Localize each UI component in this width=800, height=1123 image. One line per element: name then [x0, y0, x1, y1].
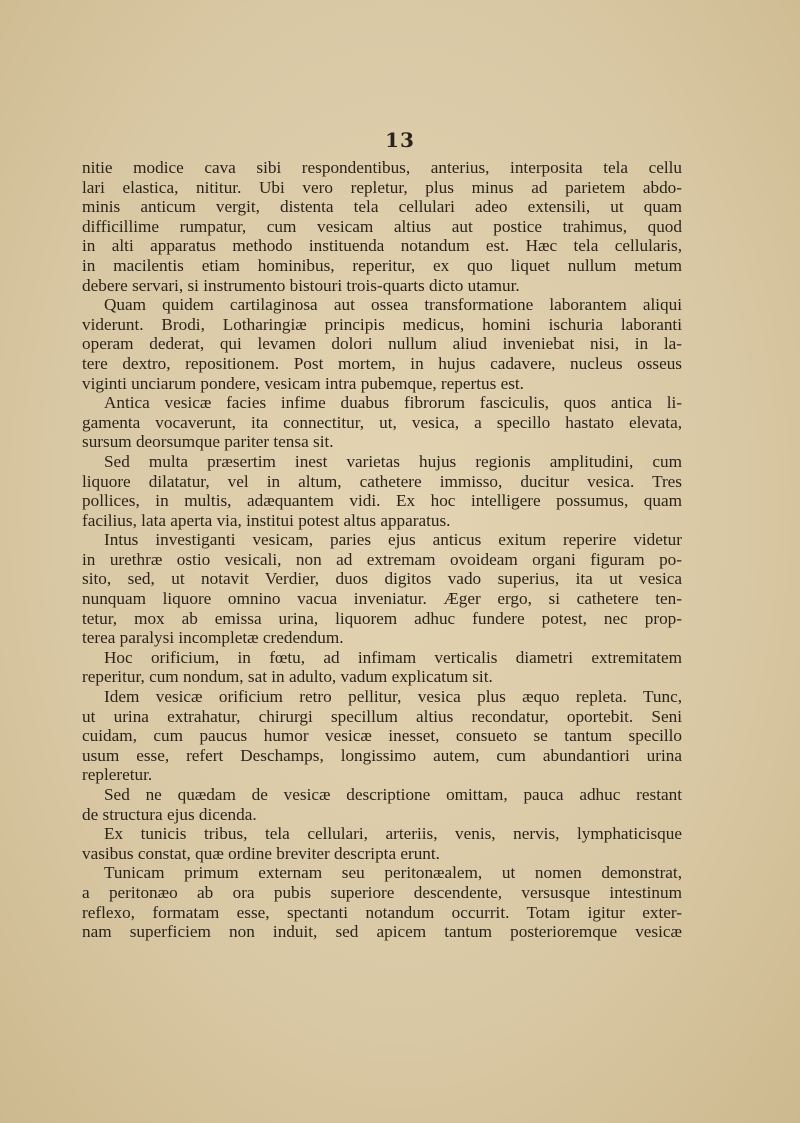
text-line: vasibus constat, quæ ordine breviter descripta erunt.: [82, 843, 440, 863]
text-line: repleretur.: [82, 765, 153, 785]
paragraph: [82, 452, 682, 530]
text-line: operam dederat, qui levamen dolori nullum aliud inveniebat nisi, in la-: [82, 334, 682, 354]
paragraph: [82, 648, 682, 687]
text-line: lari elastica, nititur. Ubi vero repletur, plus minus ad parietem abdo-: [82, 177, 682, 197]
paragraph: [82, 295, 682, 393]
text-line: in macilentis etiam hominibus, reperitur, ex quo liquet nullum metum: [82, 255, 682, 275]
text-line: tetur, mox ab emissa urina, liquorem adhuc fundere potest, nec prop-: [82, 608, 682, 628]
page-number: 13: [385, 128, 415, 152]
text-line: nitie modice cava sibi respondentibus, anterius, interposita tela cellu: [82, 158, 682, 177]
text-line: difficillime rumpatur, cum vesicam altius aut postice trahimus, quod: [82, 216, 682, 236]
paragraph: [82, 393, 682, 452]
text-line: sito, sed, ut notavit Verdier, duos digitos vado superius, ita ut vesica: [82, 569, 682, 589]
text-line: usum esse, refert Deschamps, longissimo autem, cum abundantiori urina: [82, 745, 682, 765]
text-line: Antica vesicæ facies infime duabus fibrorum fasciculis, quos antica li-: [104, 393, 682, 413]
text-line: liquore dilatatur, vel in altum, cathetere immisso, ducitur vesica. Tres: [82, 471, 682, 491]
text-line: facilius, lata aperta via, institui potest altus apparatus.: [82, 510, 451, 530]
body-text: [82, 158, 682, 942]
text-line: Idem vesicæ orificium retro pellitur, vesica plus æquo repleta. Tunc,: [104, 687, 682, 707]
text-line: viginti unciarum pondere, vesicam intra pubemque, repertus est.: [82, 373, 524, 393]
paragraph: [82, 863, 682, 941]
text-line: Hoc orificium, in fœtu, ad infimam verticalis diametri extremitatem: [104, 647, 682, 667]
text-line: pollices, in multis, adæquantem vidi. Ex hoc intelligere possumus, quam: [82, 491, 682, 511]
text-line: cuidam, cum paucus humor vesicæ inesset, consueto se tantum specillo: [82, 726, 682, 746]
text-line: de structura ejus dicenda.: [82, 804, 257, 824]
text-line: terea paralysi incompletæ credendum.: [82, 628, 344, 648]
text-line: in urethræ ostio vesicali, non ad extremam ovoideam organi figuram po-: [82, 549, 682, 569]
paragraph: [82, 785, 682, 824]
text-line: a peritonæo ab ora pubis superiore descendente, versusque intestinum: [82, 882, 682, 902]
text-line: Quam quidem cartilaginosa aut ossea transformatione laborantem aliqui: [104, 295, 682, 315]
text-line: sursum deorsumque pariter tensa sit.: [82, 432, 334, 452]
paragraph: [82, 158, 682, 295]
text-line: tere dextro, repositionem. Post mortem, in hujus cadavere, nucleus osseus: [82, 353, 682, 373]
text-line: nam superficiem non induit, sed apicem tantum posterioremque vesicæ: [82, 922, 682, 942]
text-line: reflexo, formatam esse, spectanti notandum occurrit. Totam igitur exter-: [82, 902, 682, 922]
text-line: Tunicam primum externam seu peritonæalem, ut nomen demonstrat,: [104, 863, 682, 883]
paragraph: [82, 530, 682, 648]
text-line: ut urina extrahatur, chirurgi specillum altius recondatur, oportebit. Seni: [82, 706, 682, 726]
text-line: Sed ne quædam de vesicæ descriptione omittam, pauca adhuc restant: [104, 785, 682, 804]
text-line: Sed multa præsertim inest varietas hujus regionis amplitudini, cum: [104, 451, 682, 471]
text-line: Ex tunicis tribus, tela cellulari, arteriis, venis, nervis, lymphaticisque: [104, 824, 682, 844]
text-line: Intus investiganti vesicam, paries ejus anticus exitum reperire videtur: [104, 530, 682, 550]
paragraph: [82, 687, 682, 785]
text-line: reperitur, cum nondum, sat in adulto, vadum explicatum sit.: [82, 667, 493, 687]
paragraph: [82, 824, 682, 863]
text-line: gamenta vocaverunt, ita connectitur, ut, vesica, a specillo hastato elevata,: [82, 412, 682, 432]
text-line: minis anticum vergit, distenta tela cellulari adeo extensili, ut quam: [82, 197, 682, 217]
text-line: nunquam liquore omnino vacua inveniatur. Æger ergo, si cathetere ten-: [82, 589, 682, 609]
text-line: debere servari, si instrumento bistouri trois-quarts dicto utamur.: [82, 275, 520, 295]
text-line: viderunt. Brodi, Lotharingiæ principis medicus, homini ischuria laboranti: [82, 314, 682, 334]
text-line: in alti apparatus methodo instituenda notandum est. Hæc tela cellularis,: [82, 236, 682, 256]
